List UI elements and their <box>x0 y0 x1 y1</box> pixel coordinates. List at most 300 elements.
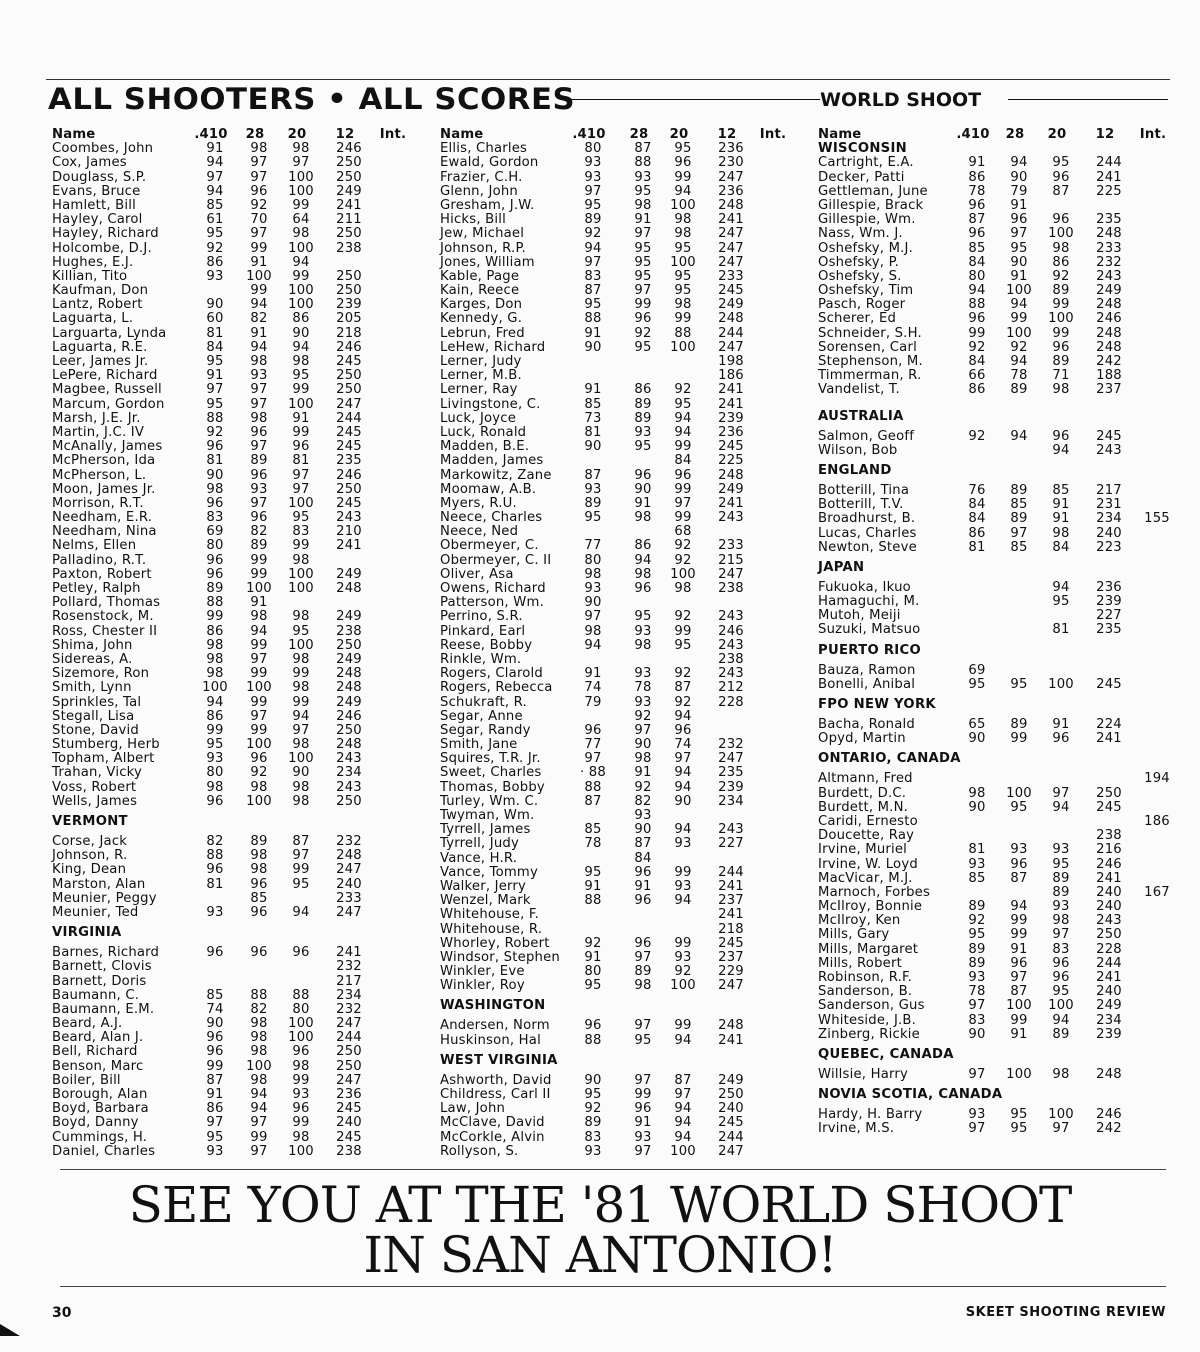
score-a: 85 <box>968 870 986 886</box>
score-d: 239 <box>718 779 744 795</box>
score-d: 248 <box>336 848 362 864</box>
score-a: 87 <box>584 283 602 299</box>
shooter-row <box>52 185 420 199</box>
score-b: 96 <box>1010 955 1028 971</box>
shooter-name: Sweet, Charles <box>440 765 542 781</box>
shooter-row <box>440 724 800 738</box>
score-d: 241 <box>718 1032 744 1048</box>
score-c: 98 <box>674 581 692 596</box>
score-a: 85 <box>206 987 224 1003</box>
shooter-name: Hughes, E.J. <box>52 254 134 270</box>
shooter-row <box>440 1034 800 1048</box>
shooter-name: Stumberg, Herb <box>52 737 160 753</box>
score-b: 98 <box>634 751 652 767</box>
shooter-name: Oshefsky, Tim <box>818 283 914 299</box>
score-b: 91 <box>634 878 652 894</box>
score-d: 246 <box>336 339 362 355</box>
score-b: 95 <box>634 339 652 355</box>
score-a: 85 <box>584 396 602 412</box>
score-b: 94 <box>250 1087 268 1102</box>
page-subtitle: WORLD SHOOT <box>820 89 982 111</box>
score-d: 250 <box>336 637 362 653</box>
shooter-row <box>440 539 800 553</box>
score-c: 94 <box>1052 442 1070 458</box>
score-c: 100 <box>288 297 314 313</box>
score-b: 96 <box>634 581 652 596</box>
shooter-row <box>818 623 1178 637</box>
score-d: 241 <box>336 945 362 961</box>
score-b: 97 <box>250 1143 268 1159</box>
shooter-row <box>818 664 1178 678</box>
shooter-row <box>52 1017 420 1031</box>
score-d: 241 <box>718 878 744 894</box>
score-d: 186 <box>718 368 744 384</box>
shooter-name: MacVicar, M.J. <box>818 870 913 886</box>
score-d: 243 <box>718 510 744 526</box>
shooter-name: McIlroy, Ken <box>818 913 901 929</box>
shooter-name: Hardy, H. Barry <box>818 1107 923 1123</box>
score-b: 92 <box>634 325 652 341</box>
score-d: 216 <box>1096 842 1122 858</box>
shooter-row <box>440 497 800 511</box>
banner-line-2: IN SAN ANTONIO! <box>363 1226 837 1284</box>
shooter-row <box>52 835 420 849</box>
score-b: 82 <box>250 311 268 327</box>
shooter-name: Windsor, Stephen <box>440 949 560 965</box>
score-a: 77 <box>584 737 602 753</box>
score-b: 89 <box>1010 482 1028 498</box>
score-a: 84 <box>968 511 986 527</box>
shooter-row <box>818 971 1178 985</box>
score-c: 97 <box>1052 927 1070 943</box>
score-d: 228 <box>1096 941 1122 957</box>
shooter-name: Douglass, S.P. <box>52 169 147 185</box>
shooter-row <box>818 327 1178 341</box>
score-d: 241 <box>1096 731 1122 747</box>
shooter-name: Childress, Carl II <box>440 1087 551 1102</box>
score-a: 86 <box>968 169 986 185</box>
score-c: 89 <box>1052 1026 1070 1042</box>
score-c: 98 <box>292 779 310 795</box>
score-d: 237 <box>718 893 744 909</box>
score-b: 89 <box>250 834 268 849</box>
shooter-row <box>818 242 1178 256</box>
score-a: 99 <box>206 609 224 625</box>
score-b: 95 <box>1010 1121 1028 1137</box>
shooter-row <box>440 1116 800 1130</box>
shooter-name: Mutoh, Meiji <box>818 608 901 624</box>
score-a: 82 <box>206 834 224 849</box>
shooter-row <box>52 878 420 892</box>
score-a: 81 <box>206 325 224 341</box>
score-b: 86 <box>634 538 652 554</box>
shooter-name: Twyman, Wm. <box>440 808 535 823</box>
shooter-name: Vandelist, T. <box>818 382 900 398</box>
score-d: 240 <box>336 1115 362 1131</box>
score-b: 93 <box>634 424 652 440</box>
shooter-name: Madden, B.E. <box>440 439 530 455</box>
score-a: 86 <box>206 623 224 639</box>
shooter-name: Tyrrell, James <box>440 822 531 838</box>
header-s12: 12 <box>717 127 737 142</box>
header-s12: 12 <box>1095 127 1115 142</box>
header-s20: 20 <box>669 127 689 142</box>
score-b: 95 <box>634 183 652 199</box>
shooter-name: Morrison, R.T. <box>52 495 144 511</box>
header-name: Name <box>440 127 484 142</box>
shooter-row <box>818 609 1178 623</box>
score-d: 241 <box>718 907 744 923</box>
score-a: 95 <box>584 978 602 994</box>
score-d: 235 <box>718 765 744 781</box>
shooter-row <box>440 142 800 156</box>
score-c: 90 <box>292 765 310 781</box>
score-a: 86 <box>968 525 986 541</box>
shooter-name: Kennedy, G. <box>440 311 523 327</box>
score-c: 95 <box>292 876 310 892</box>
score-a: 92 <box>968 428 986 444</box>
shooter-row <box>440 965 800 979</box>
shooter-row <box>52 426 420 440</box>
score-c: 99 <box>674 510 692 526</box>
shooter-row <box>440 242 800 256</box>
score-d: 212 <box>718 680 744 696</box>
shooter-name: Squires, T.R. Jr. <box>440 751 541 767</box>
score-b: 99 <box>250 552 268 568</box>
shooter-row <box>52 369 420 383</box>
shooter-row <box>818 928 1178 942</box>
shooter-row <box>52 960 420 974</box>
score-d: 244 <box>336 410 362 426</box>
score-c: 80 <box>292 1001 310 1017</box>
score-c: 100 <box>670 1143 696 1159</box>
score-a: 94 <box>584 637 602 653</box>
score-d: 248 <box>1096 1066 1122 1082</box>
score-b: 95 <box>634 609 652 625</box>
score-b: 98 <box>250 1044 268 1060</box>
shooter-name: Madden, James <box>440 453 544 469</box>
score-c: 100 <box>288 495 314 511</box>
score-c: 98 <box>292 1058 310 1074</box>
score-d: 247 <box>718 978 744 994</box>
score-d: 241 <box>718 396 744 412</box>
score-d: 238 <box>718 581 744 596</box>
shooter-row <box>440 866 800 880</box>
score-c: 94 <box>292 339 310 355</box>
shooter-row <box>52 483 420 497</box>
score-d: 246 <box>718 623 744 639</box>
score-a: 74 <box>206 1001 224 1017</box>
shooter-name: Lerner, Judy <box>440 354 522 369</box>
shooter-row <box>818 270 1178 284</box>
score-c: 94 <box>1052 579 1070 595</box>
scores-column-3 <box>818 128 1178 1137</box>
shooter-row <box>52 752 420 766</box>
shooter-row <box>818 298 1178 312</box>
score-d: 248 <box>1096 325 1122 341</box>
score-a: 94 <box>206 183 224 199</box>
score-c: 94 <box>1052 799 1070 815</box>
shooter-name: Fukuoka, Ikuo <box>818 579 911 595</box>
score-b: 78 <box>1010 368 1028 384</box>
shooter-name: Laguarta, L. <box>52 311 134 327</box>
score-b: 99 <box>250 694 268 710</box>
score-c: 96 <box>1052 339 1070 355</box>
score-d: 245 <box>336 495 362 511</box>
score-d: 250 <box>1096 927 1122 943</box>
score-b: 95 <box>634 240 652 256</box>
score-c: 95 <box>292 623 310 639</box>
shooter-name: Rollyson, S. <box>440 1143 519 1159</box>
score-d: 248 <box>336 737 362 753</box>
score-d: 232 <box>1096 254 1122 270</box>
score-a: 94 <box>584 240 602 256</box>
shooter-row <box>52 539 420 553</box>
shooter-row <box>52 312 420 326</box>
score-a: 100 <box>202 680 228 696</box>
score-d: 243 <box>1096 268 1122 284</box>
score-c: 94 <box>674 1032 692 1048</box>
shooter-name: Winkler, Roy <box>440 978 525 994</box>
score-c: 98 <box>292 552 310 568</box>
score-a: 93 <box>968 856 986 872</box>
score-d: 243 <box>336 751 362 767</box>
shooter-name: Topham, Albert <box>52 751 155 767</box>
shooter-name: Tyrrell, Judy <box>440 836 519 852</box>
score-b: 93 <box>250 481 268 497</box>
score-b: 98 <box>250 1016 268 1032</box>
score-c: 94 <box>1052 1012 1070 1028</box>
shooter-row <box>818 312 1178 326</box>
score-b: 78 <box>634 680 652 696</box>
score-a: 96 <box>206 1044 224 1060</box>
score-c: 99 <box>292 1072 310 1088</box>
shooter-row <box>818 872 1178 886</box>
score-a: 93 <box>584 169 602 185</box>
score-a: 96 <box>206 1030 224 1046</box>
score-d: 236 <box>1096 579 1122 595</box>
score-d: 249 <box>718 481 744 497</box>
score-a: 90 <box>584 339 602 355</box>
score-b: 96 <box>250 467 268 483</box>
score-b: 93 <box>634 694 652 710</box>
shooter-row <box>818 718 1178 732</box>
shooter-name: Hicks, Bill <box>440 212 506 228</box>
shooter-row <box>818 843 1178 857</box>
score-a: 89 <box>584 1115 602 1131</box>
score-a: 61 <box>206 212 224 228</box>
score-b: 91 <box>1010 268 1028 284</box>
shooter-name: Baumann, C. <box>52 987 140 1003</box>
score-d: 233 <box>336 890 362 906</box>
shooter-name: Barnes, Richard <box>52 945 160 961</box>
shooter-name: Schukraft, R. <box>440 694 527 710</box>
score-c: 85 <box>1052 482 1070 498</box>
shooter-name: Andersen, Norm <box>440 1018 550 1034</box>
score-a: 81 <box>968 842 986 858</box>
score-b: 92 <box>250 197 268 213</box>
shooter-name: Perrino, S.R. <box>440 609 523 625</box>
score-d: 247 <box>718 1143 744 1159</box>
score-c: 94 <box>674 822 692 838</box>
score-c: 97 <box>674 751 692 767</box>
score-a: 88 <box>206 595 224 611</box>
page-number: 30 <box>52 1305 72 1321</box>
shooter-row <box>818 512 1178 526</box>
score-b: 86 <box>634 382 652 398</box>
shooter-name: Botterill, T.V. <box>818 497 904 513</box>
score-b: 100 <box>1006 283 1032 299</box>
score-c: 94 <box>674 1115 692 1131</box>
score-b: 90 <box>634 481 652 497</box>
shooter-row <box>818 581 1178 595</box>
score-b: 96 <box>1010 856 1028 872</box>
score-c: 98 <box>292 793 310 809</box>
score-a: 84 <box>968 497 986 513</box>
score-c: 100 <box>288 1030 314 1046</box>
shooter-row <box>818 914 1178 928</box>
shooter-row <box>818 199 1178 213</box>
score-b: 93 <box>634 623 652 639</box>
score-d: 247 <box>718 226 744 242</box>
shooter-row <box>440 653 800 667</box>
shooter-name: Gillespie, Brack <box>818 197 924 213</box>
score-c: 93 <box>674 949 692 965</box>
score-a: 86 <box>206 708 224 724</box>
shooter-row <box>440 298 800 312</box>
score-d: 234 <box>336 987 362 1003</box>
score-b: 99 <box>250 566 268 582</box>
score-b: 94 <box>1010 899 1028 915</box>
shooter-name: Lantz, Robert <box>52 297 143 313</box>
section-heading: ONTARIO, CANADA <box>818 751 961 767</box>
score-d: 234 <box>718 793 744 809</box>
score-c: 87 <box>674 1072 692 1088</box>
shooter-name: Marnoch, Forbes <box>818 884 931 900</box>
shooter-name: Ashworth, David <box>440 1072 552 1088</box>
score-a: 95 <box>584 197 602 213</box>
shooter-row <box>818 341 1178 355</box>
header-rule <box>570 99 820 100</box>
score-a: 86 <box>206 254 224 270</box>
score-a: 97 <box>584 183 602 199</box>
shooter-name: Segar, Randy <box>440 722 531 738</box>
score-c: 95 <box>292 510 310 526</box>
shooter-row <box>440 383 800 397</box>
score-d: 243 <box>336 510 362 526</box>
score-b: 70 <box>250 212 268 228</box>
shooter-row <box>818 284 1178 298</box>
score-b: 82 <box>250 524 268 540</box>
score-c: 98 <box>1052 525 1070 541</box>
score-d: 240 <box>1096 884 1122 900</box>
score-c: 100 <box>288 566 314 582</box>
score-c: 99 <box>674 935 692 951</box>
shooter-row <box>818 772 1178 786</box>
shooter-row <box>52 412 420 426</box>
score-b: 100 <box>246 793 272 809</box>
shooter-name: Marsh, J.E. Jr. <box>52 410 141 426</box>
score-c: 91 <box>292 410 310 426</box>
shooter-name: Cummings, H. <box>52 1129 148 1145</box>
score-c: 100 <box>1048 311 1074 327</box>
score-b: 89 <box>634 964 652 980</box>
score-c: 98 <box>292 141 310 157</box>
score-c: 100 <box>670 978 696 994</box>
score-a: 93 <box>206 904 224 920</box>
score-b: 97 <box>634 722 652 738</box>
scores-column-2 <box>440 128 800 1159</box>
shooter-name: Boiler, Bill <box>52 1072 121 1088</box>
shooter-name: Bauza, Ramon <box>818 662 916 678</box>
score-c: 100 <box>288 1016 314 1032</box>
shooter-name: Irvine, M.S. <box>818 1121 895 1137</box>
shooter-row <box>52 596 420 610</box>
shooter-name: Hamaguchi, M. <box>818 594 920 610</box>
score-c: 96 <box>292 1101 310 1117</box>
shooter-name: McCorkle, Alvin <box>440 1129 545 1145</box>
score-d: 238 <box>336 623 362 639</box>
score-d: 250 <box>336 1044 362 1060</box>
score-c: 98 <box>292 609 310 625</box>
score-d: 239 <box>1096 1026 1122 1042</box>
header-s28: 28 <box>1005 127 1025 142</box>
score-c: 92 <box>674 538 692 554</box>
score-c: 93 <box>674 836 692 852</box>
score-c: 100 <box>288 283 314 299</box>
score-a: 96 <box>968 226 986 242</box>
score-c: 93 <box>292 1087 310 1102</box>
score-a: 84 <box>968 254 986 270</box>
shooter-name: Vance, Tommy <box>440 864 538 880</box>
score-c: 84 <box>674 453 692 469</box>
score-d: 244 <box>1096 955 1122 971</box>
shooter-name: Paxton, Robert <box>52 566 152 582</box>
score-b: 90 <box>634 822 652 838</box>
shooter-name: Caridi, Ernesto <box>818 813 918 829</box>
shooter-name: Moon, James Jr. <box>52 481 156 497</box>
score-d: 250 <box>336 283 362 299</box>
score-b: 97 <box>250 155 268 171</box>
score-b: 98 <box>250 141 268 157</box>
score-c: 95 <box>1052 984 1070 1000</box>
shooter-row <box>440 837 800 851</box>
shooter-name: Palladino, R.T. <box>52 552 147 568</box>
header-s20: 20 <box>1047 127 1067 142</box>
score-c: 98 <box>674 297 692 313</box>
shooter-name: Rinkle, Wm. <box>440 651 522 667</box>
score-b: 98 <box>250 779 268 795</box>
score-a: 89 <box>968 899 986 915</box>
score-c: 100 <box>670 339 696 355</box>
score-d: 245 <box>1096 428 1122 444</box>
score-c: 95 <box>674 637 692 653</box>
section-heading: JAPAN <box>818 559 865 575</box>
score-a: 73 <box>584 410 602 426</box>
score-c: 96 <box>674 155 692 171</box>
score-d: 250 <box>1096 785 1122 801</box>
score-c: 95 <box>674 396 692 412</box>
score-a: 77 <box>584 538 602 554</box>
score-b: 92 <box>1010 339 1028 355</box>
score-a: 95 <box>206 396 224 412</box>
score-b: 98 <box>250 1072 268 1088</box>
shooter-name: Patterson, Wm. <box>440 595 544 611</box>
score-b: 97 <box>1010 525 1028 541</box>
score-a: 95 <box>584 297 602 313</box>
score-b: 97 <box>1010 970 1028 985</box>
score-d: 227 <box>1096 608 1122 624</box>
